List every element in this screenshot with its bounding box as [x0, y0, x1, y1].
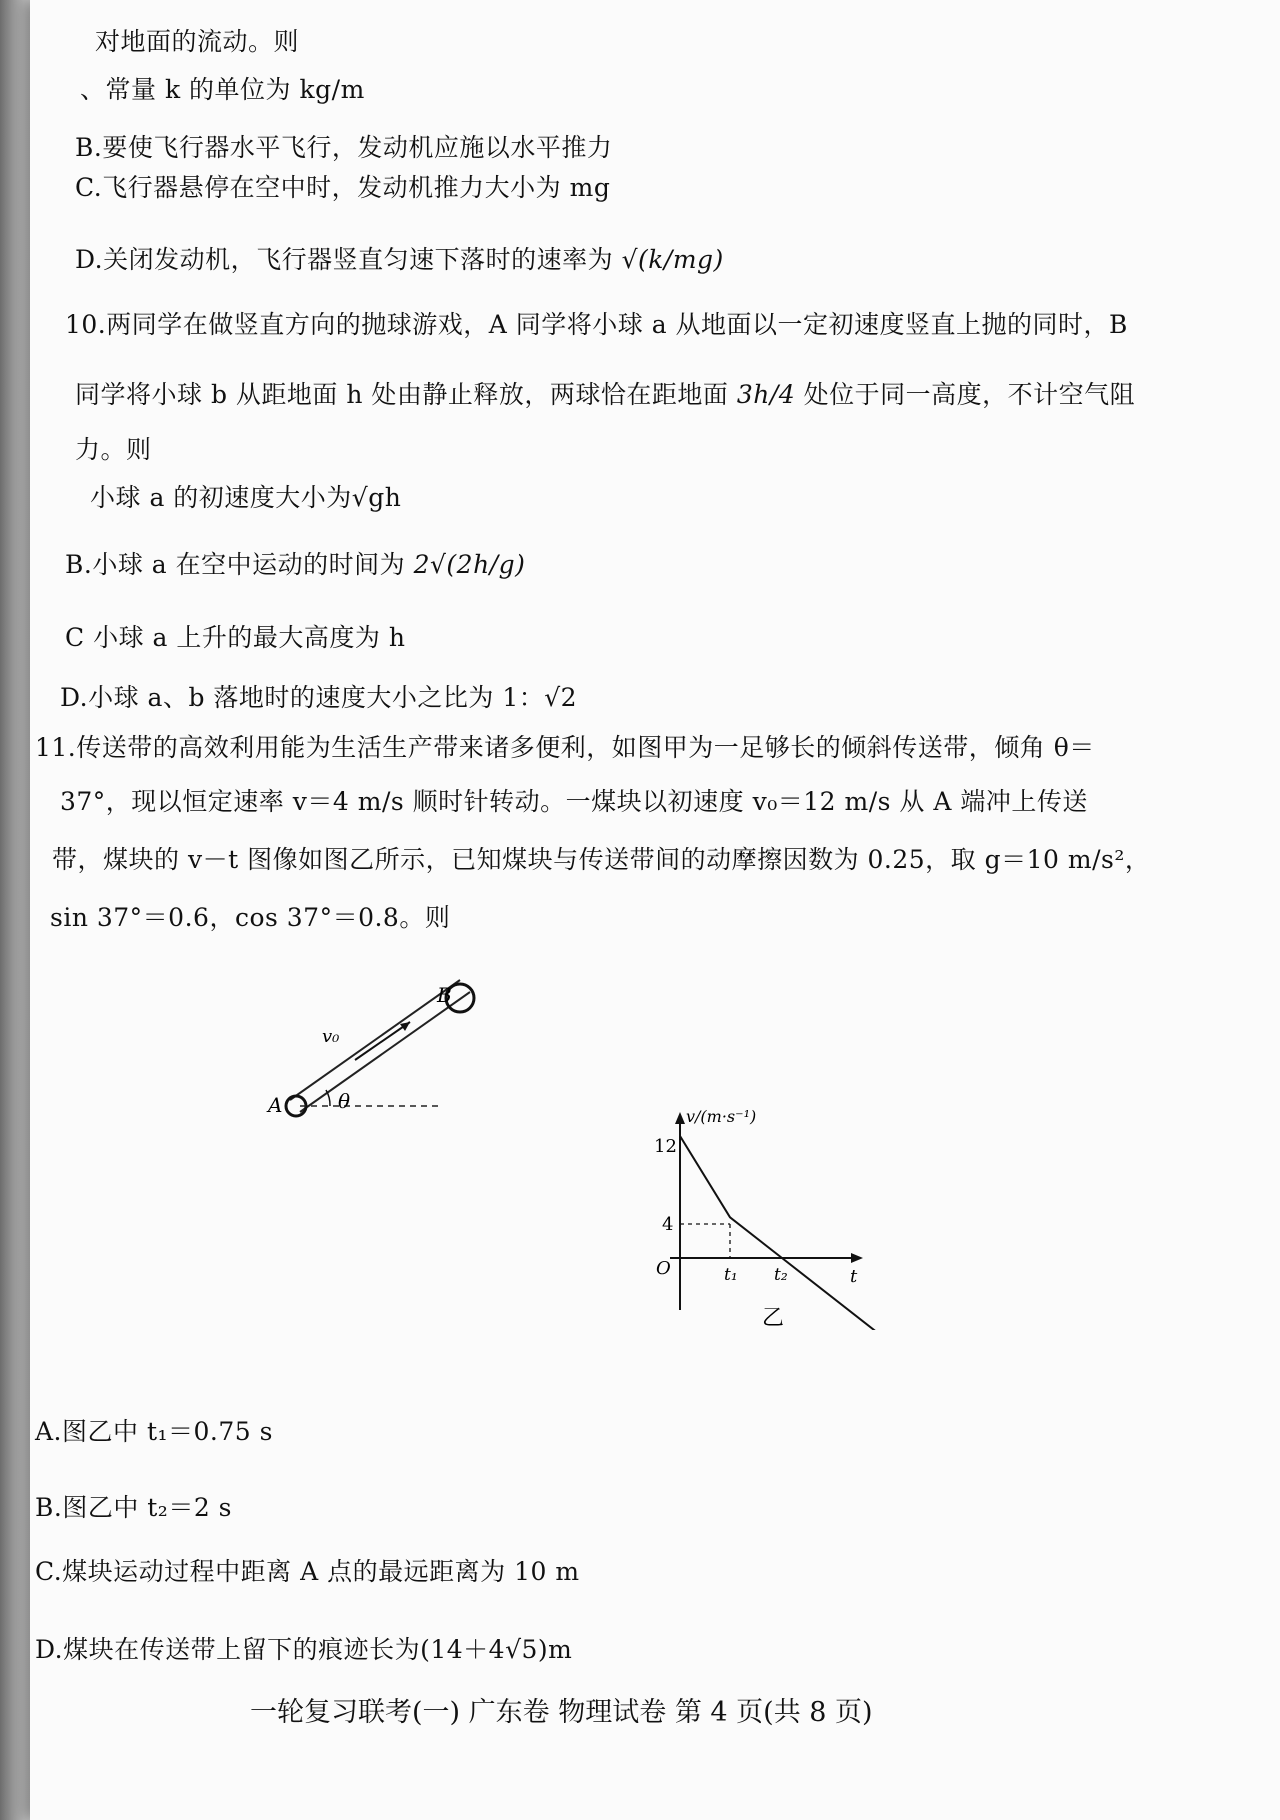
q10-fraction-3h-4: 3h/4: [736, 380, 796, 409]
q10-option-b-text: B.小球 a 在空中运动的时间为: [65, 550, 406, 579]
t-axis-label: t: [850, 1266, 858, 1287]
q9-option-b: B.要使飞行器水平飞行，发动机应施以水平推力: [75, 133, 613, 162]
v0-arrowhead-icon: [400, 1022, 410, 1031]
q11-option-a: A.图乙中 t₁＝0.75 s: [35, 1417, 273, 1446]
x-tick-label-t1: t₁: [724, 1265, 738, 1285]
label-theta: θ: [338, 1089, 351, 1113]
q9-option-a: 、常量 k 的单位为 kg/m: [80, 75, 365, 104]
figure-jia-conveyor: [260, 950, 560, 1130]
q11-option-c: C.煤块运动过程中距离 A 点的最远距离为 10 m: [35, 1557, 580, 1586]
q11-stem-line-2: 37°，现以恒定速率 v＝4 m/s 顺时针转动。一煤块以初速度 v₀＝12 m/s 从 A 端冲上传送: [60, 787, 1088, 816]
q10-option-d: D.小球 a、b 落地时的速度大小之比为 1：√2: [60, 683, 578, 712]
q10-option-a: 小球 a 的初速度大小为√gh: [90, 483, 402, 512]
origin-label: O: [656, 1258, 671, 1279]
q9-stem-tail: 对地面的流动。则: [95, 27, 300, 56]
label-b: B: [437, 983, 452, 1007]
q10-option-c: C 小球 a 上升的最大高度为 h: [65, 623, 406, 652]
page-footer: 一轮复习联考(一) 广东卷 物理试卷 第 4 页(共 8 页): [250, 1697, 873, 1728]
y-tick-label-4: 4: [662, 1214, 674, 1235]
q10-stem-line-2: [75, 375, 1135, 411]
t-axis-arrowhead-icon: [851, 1253, 863, 1263]
q10-stem-line-3: 力。则: [75, 435, 152, 464]
q9-option-d-math: √(k/mg): [621, 245, 724, 274]
y-tick-label-12: 12: [654, 1136, 677, 1157]
figure-yi-caption: 乙: [762, 1306, 785, 1330]
q10-stem-line-2-tail: 处位于同一高度，不计空气阻: [803, 380, 1136, 409]
v-axis-label: v/(m·s⁻¹): [686, 1107, 757, 1126]
conveyor-belt-line-lower: [300, 992, 470, 1112]
q11-stem-line-3: 带，煤块的 v－t 图像如图乙所示，已知煤块与传送带间的动摩擦因数为 0.25，取 g＝10 m/s²，: [52, 845, 1151, 874]
q9-option-d-text: D.关闭发动机，飞行器竖直匀速下落时的速率为: [75, 245, 614, 274]
q9-option-d: [75, 240, 724, 276]
figure-yi-vt-graph: [650, 1100, 950, 1330]
q11-option-d: D.煤块在传送带上留下的痕迹长为(14＋4√5)m: [35, 1635, 573, 1664]
q10-option-b: [65, 545, 525, 581]
q11-stem-line-1: 11.传送带的高效利用能为生活生产带来诸多便利，如图甲为一足够长的倾斜传送带，倾角 θ＝: [35, 733, 1095, 762]
conveyor-belt-line: [290, 980, 460, 1100]
q11-option-b: B.图乙中 t₂＝2 s: [35, 1493, 233, 1522]
label-v0: v₀: [322, 1026, 340, 1047]
q9-option-c: C.飞行器悬停在空中时，发动机推力大小为 mg: [75, 173, 611, 202]
q10-option-b-math: 2√(2h/g): [413, 550, 526, 579]
label-a: A: [268, 1093, 283, 1117]
q10-stem-line-2-text: 同学将小球 b 从距地面 h 处由静止释放，两球恰在距地面: [75, 380, 729, 409]
q10-stem-line-1: 10.两同学在做竖直方向的抛球游戏，A 同学将小球 a 从地面以一定初速度竖直上抛的同时，B: [65, 310, 1128, 339]
v-axis-arrowhead-icon: [675, 1112, 685, 1124]
vt-series-line: [680, 1136, 900, 1330]
q11-stem-line-4: sin 37°＝0.6，cos 37°＝0.8。则: [50, 903, 451, 932]
x-tick-label-t2: t₂: [774, 1265, 788, 1285]
exam-page: [30, 0, 1280, 1820]
